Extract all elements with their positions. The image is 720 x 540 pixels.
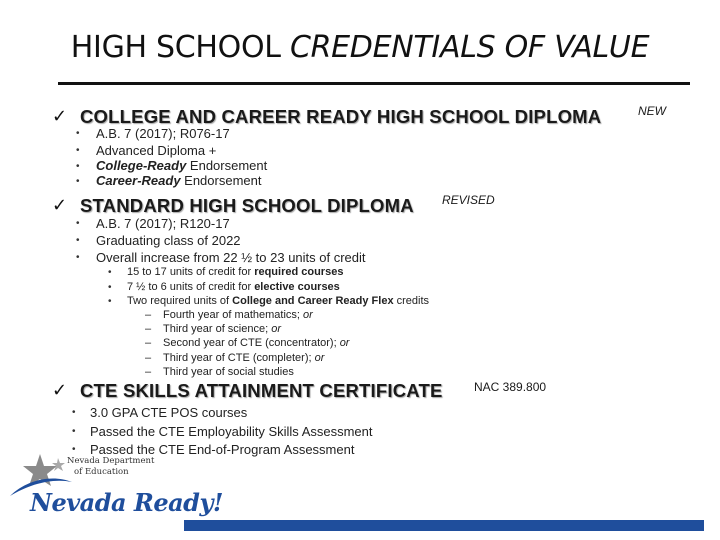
logo-wordmark: Nevada Ready! — [30, 488, 223, 517]
bullet-icon: • — [76, 176, 80, 187]
section-3-tag: NAC 389.800 — [474, 380, 547, 394]
subsubitem-1: Fourth year of mathematics; or — [163, 309, 313, 321]
section-3-item-2: Passed the CTE Employability Skills Assessment — [90, 424, 373, 439]
section-1-item-2: Advanced Diploma + — [96, 143, 217, 158]
section-2-tag: REVISED — [442, 193, 495, 207]
section-2-item-2: Graduating class of 2022 — [96, 233, 241, 248]
section-1-tag: NEW — [638, 104, 666, 118]
nevada-ready-logo — [6, 452, 223, 536]
section-3-heading: CTE SKILLS ATTAINMENT CERTIFICATE — [80, 380, 443, 401]
bullet-icon: • — [72, 426, 76, 437]
section-1-heading: COLLEGE AND CAREER READY HIGH SCHOOL DIPLOMA — [80, 106, 602, 127]
subsubitem-5: Third year of social studies — [163, 366, 294, 378]
title-part-1: HIGH SCHOOL — [70, 30, 290, 65]
title-part-2: CREDENTIALS OF VALUE — [289, 30, 650, 65]
bullet-icon: • — [108, 282, 112, 293]
dash-icon: – — [145, 309, 152, 321]
section-3-item-1: 3.0 GPA CTE POS courses — [90, 405, 248, 420]
subitem-2: 7 ½ to 6 units of credit for elective courses — [127, 281, 340, 293]
section-1-item-3: College-Ready Endorsement — [96, 158, 268, 173]
bullet-icon: • — [108, 296, 112, 307]
bullet-icon: • — [76, 128, 80, 139]
section-2-item-3: Overall increase from 22 ½ to 23 units of credit — [96, 250, 366, 265]
bullet-icon: • — [76, 161, 80, 172]
dash-icon: – — [145, 337, 152, 349]
section-2-heading: STANDARD HIGH SCHOOL DIPLOMA — [80, 195, 414, 216]
bullet-icon: • — [72, 444, 76, 455]
check-icon: ✓ — [52, 380, 68, 401]
bullet-icon: • — [108, 267, 112, 278]
bullet-icon: • — [76, 252, 80, 263]
section-1-item-1: A.B. 7 (2017); R076-17 — [96, 126, 230, 141]
subitem-1: 15 to 17 units of credit for required courses — [127, 266, 344, 278]
dash-icon: – — [145, 366, 152, 378]
subitem-3: Two required units of College and Career Ready Flex credits — [127, 295, 430, 307]
bullet-icon: • — [72, 407, 76, 418]
check-icon: ✓ — [52, 195, 68, 216]
logo-line-1: Nevada Department — [67, 456, 155, 466]
title-underline — [58, 82, 690, 85]
subsubitem-2: Third year of science; or — [163, 323, 281, 335]
logo-line-2: of Education — [74, 467, 129, 477]
page-title — [0, 30, 720, 65]
bullet-icon: • — [76, 145, 80, 156]
section-1-item-4: Career-Ready Endorsement — [96, 173, 262, 188]
bullet-icon: • — [76, 218, 80, 229]
subsubitem-3: Second year of CTE (concentrator); or — [163, 337, 350, 349]
footer-bar — [184, 520, 704, 531]
check-icon: ✓ — [52, 106, 68, 127]
dash-icon: – — [145, 352, 152, 364]
section-2-item-1: A.B. 7 (2017); R120-17 — [96, 216, 230, 231]
bullet-icon: • — [76, 235, 80, 246]
section-3-item-3: Passed the CTE End-of-Program Assessment — [90, 442, 355, 457]
dash-icon: – — [145, 323, 152, 335]
subsubitem-4: Third year of CTE (completer); or — [163, 352, 325, 364]
